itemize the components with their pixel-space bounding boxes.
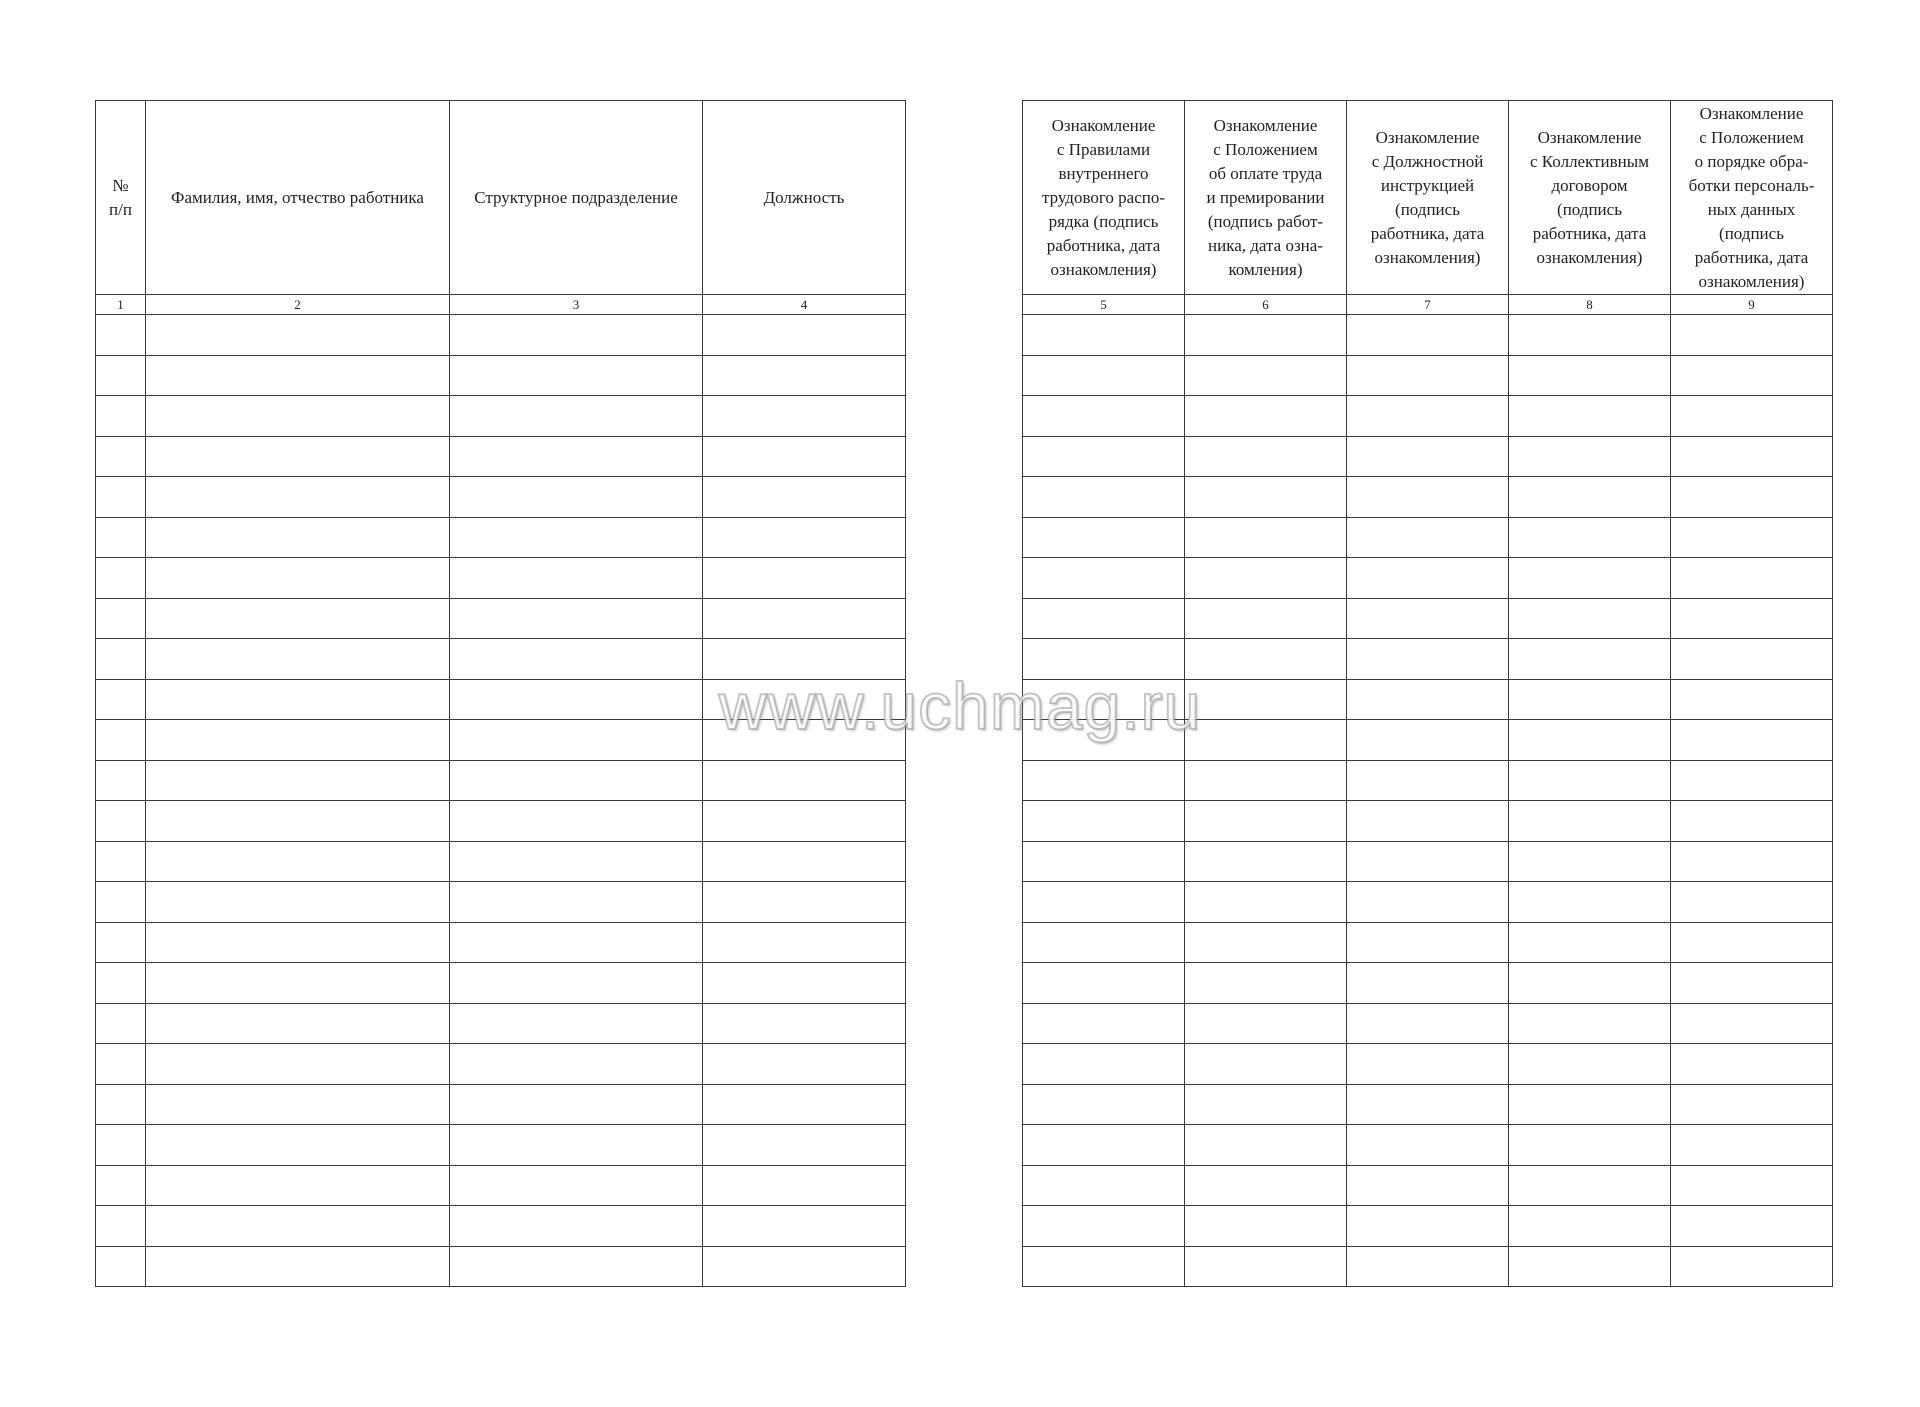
empty-cell[interactable] bbox=[703, 882, 906, 923]
empty-cell[interactable] bbox=[450, 315, 703, 356]
empty-cell[interactable] bbox=[1347, 841, 1509, 882]
empty-cell[interactable] bbox=[1671, 963, 1833, 1004]
empty-cell[interactable] bbox=[1347, 882, 1509, 923]
empty-cell[interactable] bbox=[703, 963, 906, 1004]
empty-cell[interactable] bbox=[1509, 396, 1671, 437]
empty-cell[interactable] bbox=[1509, 598, 1671, 639]
empty-cell[interactable] bbox=[96, 1246, 146, 1287]
empty-cell[interactable] bbox=[96, 396, 146, 437]
empty-cell[interactable] bbox=[1671, 598, 1833, 639]
empty-cell[interactable] bbox=[1023, 315, 1185, 356]
empty-cell[interactable] bbox=[1023, 517, 1185, 558]
empty-cell[interactable] bbox=[1671, 922, 1833, 963]
empty-cell[interactable] bbox=[146, 1165, 450, 1206]
empty-cell[interactable] bbox=[703, 598, 906, 639]
empty-cell[interactable] bbox=[450, 1125, 703, 1166]
empty-cell[interactable] bbox=[450, 841, 703, 882]
table-row bbox=[96, 1003, 906, 1044]
header-personal-data: Ознакомление с Положением о порядке обра- ботки персональ- ных данных (подпись работника, дата ознакомления) bbox=[1671, 101, 1833, 295]
table-row bbox=[1023, 639, 1833, 680]
table-row bbox=[96, 315, 906, 356]
empty-cell[interactable] bbox=[1023, 1246, 1185, 1287]
empty-cell[interactable] bbox=[1023, 882, 1185, 923]
table-row bbox=[1023, 1206, 1833, 1247]
empty-cell[interactable] bbox=[703, 558, 906, 599]
empty-cell[interactable] bbox=[703, 720, 906, 761]
empty-cell[interactable] bbox=[703, 639, 906, 680]
empty-cell[interactable] bbox=[1185, 558, 1347, 599]
empty-cell[interactable] bbox=[1347, 517, 1509, 558]
empty-cell[interactable] bbox=[450, 1246, 703, 1287]
empty-cell[interactable] bbox=[146, 1044, 450, 1085]
table-row bbox=[96, 1246, 906, 1287]
empty-cell[interactable] bbox=[450, 760, 703, 801]
empty-cell[interactable] bbox=[146, 436, 450, 477]
empty-cell[interactable] bbox=[1185, 1084, 1347, 1125]
empty-cell[interactable] bbox=[96, 639, 146, 680]
empty-cell[interactable] bbox=[1347, 1165, 1509, 1206]
header-pay-regulation: Ознакомление с Положением об оплате труда и премировании (подпись работ- ника, дата озна- комления) bbox=[1185, 101, 1347, 295]
empty-cell[interactable] bbox=[96, 1206, 146, 1247]
empty-cell[interactable] bbox=[146, 1246, 450, 1287]
empty-cell[interactable] bbox=[703, 1125, 906, 1166]
table-row bbox=[1023, 882, 1833, 923]
table-row bbox=[96, 639, 906, 680]
empty-cell[interactable] bbox=[1671, 1206, 1833, 1247]
empty-cell[interactable] bbox=[146, 760, 450, 801]
empty-cell[interactable] bbox=[146, 396, 450, 437]
column-number: 1 bbox=[96, 295, 146, 315]
empty-cell[interactable] bbox=[1185, 1003, 1347, 1044]
empty-cell[interactable] bbox=[703, 841, 906, 882]
table-row bbox=[1023, 720, 1833, 761]
empty-cell[interactable] bbox=[1347, 1246, 1509, 1287]
empty-cell[interactable] bbox=[146, 517, 450, 558]
empty-cell[interactable] bbox=[1023, 1003, 1185, 1044]
empty-cell[interactable] bbox=[450, 1206, 703, 1247]
empty-cell[interactable] bbox=[1185, 315, 1347, 356]
empty-cell[interactable] bbox=[96, 1165, 146, 1206]
empty-cell[interactable] bbox=[146, 801, 450, 842]
empty-cell[interactable] bbox=[1671, 1084, 1833, 1125]
header-row bbox=[1023, 101, 1833, 295]
left-table-body bbox=[96, 315, 906, 1287]
empty-cell[interactable] bbox=[146, 355, 450, 396]
empty-cell[interactable] bbox=[1347, 679, 1509, 720]
empty-cell[interactable] bbox=[1185, 1206, 1347, 1247]
header-collective-agreement: Ознакомление с Коллективным договором (подпись работника, дата ознакомления) bbox=[1509, 101, 1671, 295]
empty-cell[interactable] bbox=[1671, 1003, 1833, 1044]
empty-cell[interactable] bbox=[1509, 882, 1671, 923]
empty-cell[interactable] bbox=[1509, 720, 1671, 761]
empty-cell[interactable] bbox=[1347, 1084, 1509, 1125]
table-row bbox=[1023, 922, 1833, 963]
empty-cell[interactable] bbox=[1509, 841, 1671, 882]
empty-cell[interactable] bbox=[1347, 1003, 1509, 1044]
empty-cell[interactable] bbox=[1509, 477, 1671, 518]
empty-cell[interactable] bbox=[1509, 1084, 1671, 1125]
empty-cell[interactable] bbox=[703, 1044, 906, 1085]
table-row bbox=[1023, 1246, 1833, 1287]
empty-cell[interactable] bbox=[146, 922, 450, 963]
table-row bbox=[96, 1044, 906, 1085]
empty-cell[interactable] bbox=[1347, 598, 1509, 639]
right-table-body bbox=[1023, 315, 1833, 1287]
empty-cell[interactable] bbox=[703, 1165, 906, 1206]
table-row bbox=[96, 517, 906, 558]
table-row bbox=[96, 882, 906, 923]
empty-cell[interactable] bbox=[146, 315, 450, 356]
table-row bbox=[96, 355, 906, 396]
column-number: 3 bbox=[450, 295, 703, 315]
empty-cell[interactable] bbox=[1347, 963, 1509, 1004]
empty-cell[interactable] bbox=[1347, 801, 1509, 842]
empty-cell[interactable] bbox=[146, 882, 450, 923]
empty-cell[interactable] bbox=[1185, 436, 1347, 477]
table-row bbox=[96, 1084, 906, 1125]
empty-cell[interactable] bbox=[1023, 679, 1185, 720]
table-row bbox=[1023, 801, 1833, 842]
empty-cell[interactable] bbox=[703, 801, 906, 842]
column-number: 2 bbox=[146, 295, 450, 315]
empty-cell[interactable] bbox=[1023, 1084, 1185, 1125]
table-row bbox=[1023, 477, 1833, 518]
empty-cell[interactable] bbox=[450, 679, 703, 720]
empty-cell[interactable] bbox=[1509, 558, 1671, 599]
empty-cell[interactable] bbox=[1185, 517, 1347, 558]
header-position: Должность bbox=[703, 101, 906, 295]
empty-cell[interactable] bbox=[146, 598, 450, 639]
table-row bbox=[1023, 963, 1833, 1004]
empty-cell[interactable] bbox=[96, 517, 146, 558]
empty-cell[interactable] bbox=[703, 477, 906, 518]
empty-cell[interactable] bbox=[1185, 1246, 1347, 1287]
empty-cell[interactable] bbox=[1509, 1206, 1671, 1247]
empty-cell[interactable] bbox=[1671, 1125, 1833, 1166]
empty-cell[interactable] bbox=[96, 1003, 146, 1044]
empty-cell[interactable] bbox=[146, 477, 450, 518]
header-number: № п/п bbox=[96, 101, 146, 295]
empty-cell[interactable] bbox=[450, 1044, 703, 1085]
table-row bbox=[96, 801, 906, 842]
empty-cell[interactable] bbox=[1509, 679, 1671, 720]
table-row bbox=[1023, 679, 1833, 720]
empty-cell[interactable] bbox=[1509, 963, 1671, 1004]
empty-cell[interactable] bbox=[1185, 396, 1347, 437]
empty-cell[interactable] bbox=[1023, 355, 1185, 396]
empty-cell[interactable] bbox=[1023, 598, 1185, 639]
empty-cell[interactable] bbox=[1023, 436, 1185, 477]
empty-cell[interactable] bbox=[96, 963, 146, 1004]
empty-cell[interactable] bbox=[1509, 517, 1671, 558]
table-row bbox=[1023, 760, 1833, 801]
empty-cell[interactable] bbox=[1347, 558, 1509, 599]
table-row bbox=[96, 477, 906, 518]
table-row bbox=[1023, 315, 1833, 356]
empty-cell[interactable] bbox=[1347, 477, 1509, 518]
table-row bbox=[96, 396, 906, 437]
column-number: 6 bbox=[1185, 295, 1347, 315]
empty-cell[interactable] bbox=[1509, 1044, 1671, 1085]
empty-cell[interactable] bbox=[1185, 841, 1347, 882]
column-number-row bbox=[96, 295, 906, 315]
empty-cell[interactable] bbox=[450, 517, 703, 558]
empty-cell[interactable] bbox=[1185, 882, 1347, 923]
header-job-description: Ознакомление с Должностной инструкцией (подпись работника, дата ознакомления) bbox=[1347, 101, 1509, 295]
empty-cell[interactable] bbox=[146, 1125, 450, 1166]
empty-cell[interactable] bbox=[450, 477, 703, 518]
empty-cell[interactable] bbox=[96, 679, 146, 720]
table-row bbox=[96, 436, 906, 477]
empty-cell[interactable] bbox=[1509, 922, 1671, 963]
column-number: 9 bbox=[1671, 295, 1833, 315]
empty-cell[interactable] bbox=[96, 598, 146, 639]
empty-cell[interactable] bbox=[1023, 639, 1185, 680]
empty-cell[interactable] bbox=[1671, 760, 1833, 801]
empty-cell[interactable] bbox=[1509, 760, 1671, 801]
empty-cell[interactable] bbox=[703, 760, 906, 801]
empty-cell[interactable] bbox=[703, 679, 906, 720]
table-row bbox=[1023, 558, 1833, 599]
table-row bbox=[1023, 1125, 1833, 1166]
empty-cell[interactable] bbox=[1347, 396, 1509, 437]
empty-cell[interactable] bbox=[1023, 1125, 1185, 1166]
column-number: 5 bbox=[1023, 295, 1185, 315]
empty-cell[interactable] bbox=[1509, 801, 1671, 842]
column-number: 4 bbox=[703, 295, 906, 315]
empty-cell[interactable] bbox=[450, 436, 703, 477]
empty-cell[interactable] bbox=[1185, 477, 1347, 518]
empty-cell[interactable] bbox=[1023, 477, 1185, 518]
column-number: 7 bbox=[1347, 295, 1509, 315]
table-row bbox=[1023, 355, 1833, 396]
empty-cell[interactable] bbox=[1185, 679, 1347, 720]
empty-cell[interactable] bbox=[96, 477, 146, 518]
table-row bbox=[96, 1206, 906, 1247]
empty-cell[interactable] bbox=[1671, 1044, 1833, 1085]
empty-cell[interactable] bbox=[146, 720, 450, 761]
empty-cell[interactable] bbox=[703, 396, 906, 437]
left-journal-table bbox=[95, 100, 906, 1287]
empty-cell[interactable] bbox=[146, 841, 450, 882]
empty-cell[interactable] bbox=[1185, 1165, 1347, 1206]
empty-cell[interactable] bbox=[1023, 963, 1185, 1004]
empty-cell[interactable] bbox=[1509, 1003, 1671, 1044]
table-row bbox=[1023, 1084, 1833, 1125]
header-department: Структурное подразделение bbox=[450, 101, 703, 295]
watermark: www.uchmag.ru bbox=[718, 669, 1202, 743]
empty-cell[interactable] bbox=[96, 801, 146, 842]
table-row bbox=[1023, 1044, 1833, 1085]
empty-cell[interactable] bbox=[1185, 355, 1347, 396]
table-row bbox=[1023, 517, 1833, 558]
empty-cell[interactable] bbox=[1509, 1125, 1671, 1166]
empty-cell[interactable] bbox=[450, 801, 703, 842]
empty-cell[interactable] bbox=[450, 1084, 703, 1125]
empty-cell[interactable] bbox=[1347, 355, 1509, 396]
empty-cell[interactable] bbox=[1509, 436, 1671, 477]
empty-cell[interactable] bbox=[1347, 760, 1509, 801]
empty-cell[interactable] bbox=[1671, 801, 1833, 842]
empty-cell[interactable] bbox=[1185, 801, 1347, 842]
table-row bbox=[96, 558, 906, 599]
empty-cell[interactable] bbox=[1023, 396, 1185, 437]
empty-cell[interactable] bbox=[703, 355, 906, 396]
empty-cell[interactable] bbox=[1671, 720, 1833, 761]
empty-cell[interactable] bbox=[1347, 922, 1509, 963]
empty-cell[interactable] bbox=[450, 1165, 703, 1206]
empty-cell[interactable] bbox=[450, 598, 703, 639]
table-row bbox=[1023, 1165, 1833, 1206]
empty-cell[interactable] bbox=[1509, 639, 1671, 680]
empty-cell[interactable] bbox=[1023, 558, 1185, 599]
table-row bbox=[1023, 396, 1833, 437]
empty-cell[interactable] bbox=[1185, 639, 1347, 680]
empty-cell[interactable] bbox=[96, 760, 146, 801]
empty-cell[interactable] bbox=[703, 1206, 906, 1247]
empty-cell[interactable] bbox=[1185, 1125, 1347, 1166]
empty-cell[interactable] bbox=[1509, 1246, 1671, 1287]
empty-cell[interactable] bbox=[1671, 436, 1833, 477]
empty-cell[interactable] bbox=[1347, 639, 1509, 680]
empty-cell[interactable] bbox=[1185, 760, 1347, 801]
table-row bbox=[1023, 1003, 1833, 1044]
empty-cell[interactable] bbox=[703, 517, 906, 558]
empty-cell[interactable] bbox=[1671, 882, 1833, 923]
table-row bbox=[96, 841, 906, 882]
empty-cell[interactable] bbox=[96, 355, 146, 396]
empty-cell[interactable] bbox=[1023, 1206, 1185, 1247]
table-row bbox=[1023, 598, 1833, 639]
empty-cell[interactable] bbox=[1023, 720, 1185, 761]
empty-cell[interactable] bbox=[146, 1003, 450, 1044]
empty-cell[interactable] bbox=[703, 1246, 906, 1287]
empty-cell[interactable] bbox=[450, 1003, 703, 1044]
table-row bbox=[1023, 841, 1833, 882]
empty-cell[interactable] bbox=[1671, 841, 1833, 882]
empty-cell[interactable] bbox=[703, 922, 906, 963]
header-internal-rules: Ознакомление с Правилами внутреннего трудового распо- рядка (подпись работника, дата ознакомления) bbox=[1023, 101, 1185, 295]
header-row bbox=[96, 101, 906, 295]
empty-cell[interactable] bbox=[1671, 315, 1833, 356]
empty-cell[interactable] bbox=[1185, 598, 1347, 639]
empty-cell[interactable] bbox=[450, 963, 703, 1004]
empty-cell[interactable] bbox=[1347, 436, 1509, 477]
empty-cell[interactable] bbox=[96, 922, 146, 963]
empty-cell[interactable] bbox=[1671, 1246, 1833, 1287]
empty-cell[interactable] bbox=[1671, 679, 1833, 720]
empty-cell[interactable] bbox=[96, 436, 146, 477]
empty-cell[interactable] bbox=[96, 1084, 146, 1125]
empty-cell[interactable] bbox=[96, 841, 146, 882]
empty-cell[interactable] bbox=[1023, 1044, 1185, 1085]
table-row bbox=[96, 720, 906, 761]
table-row bbox=[96, 1125, 906, 1166]
table-row bbox=[96, 598, 906, 639]
table-row bbox=[96, 922, 906, 963]
empty-cell[interactable] bbox=[1671, 517, 1833, 558]
empty-cell[interactable] bbox=[96, 1125, 146, 1166]
table-row bbox=[96, 963, 906, 1004]
empty-cell[interactable] bbox=[1347, 315, 1509, 356]
empty-cell[interactable] bbox=[1671, 477, 1833, 518]
empty-cell[interactable] bbox=[1023, 1165, 1185, 1206]
empty-cell[interactable] bbox=[703, 1084, 906, 1125]
empty-cell[interactable] bbox=[1509, 1165, 1671, 1206]
empty-cell[interactable] bbox=[1185, 963, 1347, 1004]
empty-cell[interactable] bbox=[703, 1003, 906, 1044]
empty-cell[interactable] bbox=[450, 355, 703, 396]
empty-cell[interactable] bbox=[1347, 720, 1509, 761]
empty-cell[interactable] bbox=[450, 720, 703, 761]
empty-cell[interactable] bbox=[450, 639, 703, 680]
empty-cell[interactable] bbox=[1671, 355, 1833, 396]
empty-cell[interactable] bbox=[146, 963, 450, 1004]
empty-cell[interactable] bbox=[450, 396, 703, 437]
empty-cell[interactable] bbox=[1023, 801, 1185, 842]
table-row bbox=[96, 760, 906, 801]
empty-cell[interactable] bbox=[1671, 639, 1833, 680]
empty-cell[interactable] bbox=[146, 679, 450, 720]
empty-cell[interactable] bbox=[1671, 396, 1833, 437]
empty-cell[interactable] bbox=[1023, 922, 1185, 963]
empty-cell[interactable] bbox=[96, 882, 146, 923]
empty-cell[interactable] bbox=[146, 1206, 450, 1247]
empty-cell[interactable] bbox=[96, 1044, 146, 1085]
empty-cell[interactable] bbox=[96, 720, 146, 761]
empty-cell[interactable] bbox=[146, 639, 450, 680]
empty-cell[interactable] bbox=[450, 558, 703, 599]
empty-cell[interactable] bbox=[1185, 720, 1347, 761]
empty-cell[interactable] bbox=[703, 315, 906, 356]
table-row bbox=[96, 679, 906, 720]
table-row bbox=[1023, 436, 1833, 477]
right-journal-table bbox=[1022, 100, 1833, 1287]
empty-cell[interactable] bbox=[703, 436, 906, 477]
empty-cell[interactable] bbox=[1023, 760, 1185, 801]
header-full-name: Фамилия, имя, отчество работника bbox=[146, 101, 450, 295]
empty-cell[interactable] bbox=[450, 882, 703, 923]
empty-cell[interactable] bbox=[96, 315, 146, 356]
empty-cell[interactable] bbox=[96, 558, 146, 599]
empty-cell[interactable] bbox=[1023, 841, 1185, 882]
empty-cell[interactable] bbox=[1671, 1165, 1833, 1206]
empty-cell[interactable] bbox=[450, 922, 703, 963]
empty-cell[interactable] bbox=[146, 558, 450, 599]
empty-cell[interactable] bbox=[1509, 315, 1671, 356]
empty-cell[interactable] bbox=[1671, 558, 1833, 599]
table-row bbox=[96, 1165, 906, 1206]
empty-cell[interactable] bbox=[1509, 355, 1671, 396]
empty-cell[interactable] bbox=[1347, 1125, 1509, 1166]
column-number-row bbox=[1023, 295, 1833, 315]
empty-cell[interactable] bbox=[146, 1084, 450, 1125]
empty-cell[interactable] bbox=[1185, 1044, 1347, 1085]
empty-cell[interactable] bbox=[1185, 922, 1347, 963]
empty-cell[interactable] bbox=[1347, 1206, 1509, 1247]
column-number: 8 bbox=[1509, 295, 1671, 315]
empty-cell[interactable] bbox=[1347, 1044, 1509, 1085]
